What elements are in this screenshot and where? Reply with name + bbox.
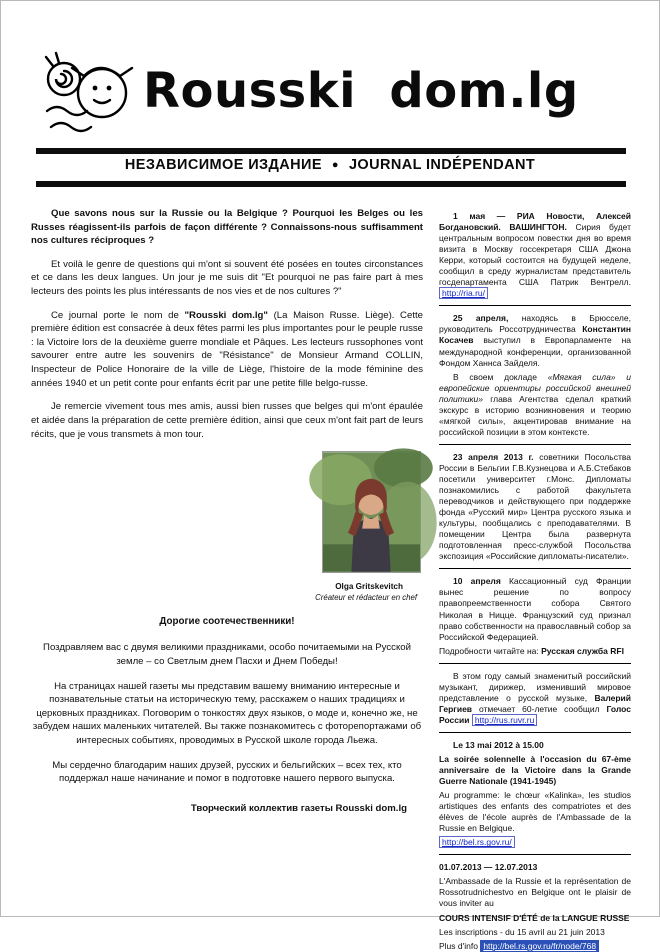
hyperlink[interactable]: http://bel.rs.gov.ru/fr/node/768 — [480, 940, 599, 952]
text-segment: глава Агентства сделал краткий экскурс в историю возникновения и теорию «мягкой силы», акцентировав внимание на российской позиции в этом контексте. — [439, 393, 631, 437]
text-segment: Les inscriptions - du 15 avril au 21 juin 2013 — [439, 926, 605, 937]
text-segment: Que savons nous sur la Russie ou la Belgique ? Pourquoi les Belges ou les Russes réagissent-ils parfois de façon différente ? Connaissons-nous suffisamment nos cultures réciproques ? — [31, 208, 423, 247]
event-date — [439, 740, 631, 751]
news-item — [439, 576, 631, 656]
paragraph-ru: Мы сердечно благодарим наших друзей, русских и бельгийских – всех тех, кто поддержал наше начинание и помог в подготовке нашего первого выпуска. — [52, 759, 402, 785]
rule-top — [36, 148, 626, 154]
text-segment: COURS INTENSIF D'ÉTÉ de la LANGUE RUSSE — [439, 912, 630, 923]
text-segment: Et voilà le genre de questions qui m'ont si souvent été posées en toutes circonstances et ce dans les deux langues. Un jour je me suis dit "Et pourquoi ne pas faire part à mes lecteurs des points les plus intéressants de nos vies et de nos cultures ?" — [31, 258, 423, 298]
editorial-signature: Творческий коллектив газеты Rousski dom.lg — [190, 802, 407, 814]
paragraph-ru: Поздравляем вас с двумя великими праздниками, особо почитаемыми на Русской земле – со Светлым днем Пасхи и Днем Победы! — [43, 642, 411, 667]
separator — [439, 305, 631, 306]
text-segment: Au programme: le chœur «Kalinka», les studios artistiques des enfants des compatriotes et des élèves de l'école auprès de l'Ambassade de la Russie en Belgique. — [439, 790, 631, 834]
separator — [439, 444, 631, 445]
hyperlink[interactable]: http://ria.ru/ — [439, 287, 488, 299]
article-column — [31, 207, 423, 906]
logo-illustration — [39, 47, 139, 141]
news-item — [439, 740, 631, 848]
text-segment: Сирия будет центральным вопросом повестки дня во время визита в Москву госсекретаря США Джона Керри, который состоится на будущей неделе, сообщил в среду журналистам представитель госдепартамента США Патрик Вентрелл. — [439, 222, 631, 288]
hyperlink[interactable]: http://rus.ruvr.ru — [472, 714, 538, 726]
text-segment: отмечает 60-летие сообщил — [472, 703, 607, 714]
text-segment: В своем докладе — [453, 371, 548, 382]
text-segment: Plus d'info — [439, 940, 481, 951]
text-segment: 1 мая — РИА Новости, Алексей Богдановский. ВАШИНГТОН. — [439, 211, 631, 233]
news-item — [439, 862, 631, 951]
news-paragraph — [439, 372, 631, 438]
event-title — [439, 754, 631, 787]
banner-ru: НЕЗАВИСИМОЕ ИЗДАНИЕ — [124, 157, 322, 173]
text-segment: 25 апреля, — [453, 313, 509, 324]
text-segment: 10 апреля — [453, 576, 501, 587]
text-segment: Валерий Гергиев — [439, 692, 631, 714]
banner-fr: JOURNAL INDÉPENDANT — [348, 157, 536, 173]
text-segment: В этом году самый знаменитый российский музыкант, дирижер, изменивший мировое представление о русской музыке, — [439, 670, 631, 703]
news-item — [439, 671, 631, 726]
text-segment: L'Ambassade de la Russie et la représentation de Rossotrudnichestvo en Belgique ont le plaisir de vous inviter au — [439, 876, 631, 909]
separator — [439, 732, 631, 733]
independent-banner — [1, 157, 659, 173]
separator — [439, 663, 631, 664]
news-paragraph — [439, 646, 631, 657]
masthead-title: Rousski dom.lg — [143, 63, 579, 119]
text-segment: "Rousski dom.lg" — [184, 309, 268, 321]
text-segment: (La Maison Russe. Liège). Cette première édition est consacrée à deux fêtes parmi les plus importantes pour le peuple russe : la Victoire lors de la deuxième guerre mondiale et Pâques. Les lecteurs russophones vont savourer entre autre les souvenirs de "Résistance" de Monsieur Armand COLLIN, Inspecteur de Police Honoraire de la ville de Liège, l'histoire de la mode féminine des années 1940 et un petit conte pour enfants écrit par une petite fille belgo-russe. — [31, 309, 423, 389]
paragraph — [31, 400, 423, 441]
text-segment: 23 апреля 2013 г. — [453, 451, 534, 462]
text-segment: «Мягкая сила» и европейские ориентиры российской внешней политики» — [439, 371, 631, 404]
course-dates — [439, 862, 631, 873]
hyperlink[interactable]: http://bel.rs.gov.ru/ — [439, 836, 515, 848]
greeting-heading: Дорогие соотечественники! — [159, 616, 295, 628]
text-segment: Je remercie vivement tous mes amis, aussi bien russes que belges qui m'ont épaulée et aidée dans la préparation de cette première édition, ainsi que ceux m'ont fait part de leurs récits, que je vous transmets à mon tour. — [31, 401, 423, 440]
news-paragraph — [439, 452, 631, 562]
paragraph — [31, 309, 423, 391]
news-paragraph — [439, 211, 631, 299]
paragraph-ru: На страницах нашей газеты мы представим вашему вниманию интересные и познавательные статьи на историческую тему, расскажем о наших традициях и церковных праздниках. Поговорим о тонкостях двух языков, о моде и, конечно же, не забудем наших маленьких читателей. Вы также познакомитесь с фоторепортажами об интересных событиях, проводимых в Русской школе города Льежа. — [32, 680, 422, 747]
text-segment: Голос России — [439, 703, 631, 725]
news-paragraph — [439, 671, 631, 726]
rule-bottom — [36, 181, 626, 187]
text-segment: Подробности читайте на: — [439, 645, 542, 656]
text-segment: Ce journal porte le nom de — [51, 309, 185, 321]
news-item — [439, 452, 631, 562]
intro-paragraph — [31, 207, 423, 248]
editor-photo — [322, 451, 421, 573]
photo-block — [31, 451, 421, 603]
separator — [439, 854, 631, 855]
course-inscriptions — [439, 927, 631, 938]
text-segment: Русская служба RFI — [541, 645, 624, 656]
photo-caption-name: Olga Gritskevitch — [335, 581, 403, 591]
text-segment: Константин Косачев — [439, 324, 631, 346]
news-item — [439, 211, 631, 299]
course-title — [439, 913, 631, 924]
event-programme — [439, 790, 631, 834]
text-segment: находясь в Брюсселе, руководитель Россотрудничества — [439, 313, 631, 335]
text-segment: 01.07.2013 — 12.07.2013 — [439, 862, 538, 873]
text-segment: выступил в Европарламенте на международной конференции, организованной Фондом Ханнса Зайделя. — [439, 335, 631, 368]
masthead — [39, 49, 627, 149]
text-segment: La soirée solennelle à l'occasion du 67-ème anniversaire de la Victoire dans la Grande Guerre Nationale (1941-1945) — [439, 753, 631, 787]
event-link-line — [439, 837, 631, 848]
paragraph — [31, 258, 423, 299]
banner-bullet-icon: ● — [331, 159, 339, 171]
course-info-link-line — [439, 941, 631, 952]
separator — [439, 568, 631, 569]
text-segment: советники Посольства России в Бельгии Г.В.Кузнецова и А.Б.Стебаков посетили университет г.Монс. Дипломаты познакомились с работой факультета переводчиков и действующего при поддержке фонда «Русский мир» Центра русского языка и культуры, пообщались с преподавателями. В помещении Центра была развернута подготовленная пресс-службой Посольства экспозиция «Российские дипломаты-писатели». — [439, 451, 631, 562]
course-invite — [439, 876, 631, 909]
news-paragraph — [439, 576, 631, 642]
news-item — [439, 313, 631, 438]
text-segment: Кассационный суд Франции вынес решение по вопросу правопреемственности собора Святого Николая в Ницце. Французский суд признал право собственности на православный собор за Российской Федерацией. — [439, 576, 631, 642]
news-paragraph — [439, 313, 631, 368]
news-column — [439, 207, 631, 951]
text-segment: Le 13 mai 2012 à 15.00 — [453, 739, 544, 750]
content-columns — [31, 207, 631, 951]
photo-caption-role: Créateur et rédacteur en chef — [315, 593, 417, 603]
